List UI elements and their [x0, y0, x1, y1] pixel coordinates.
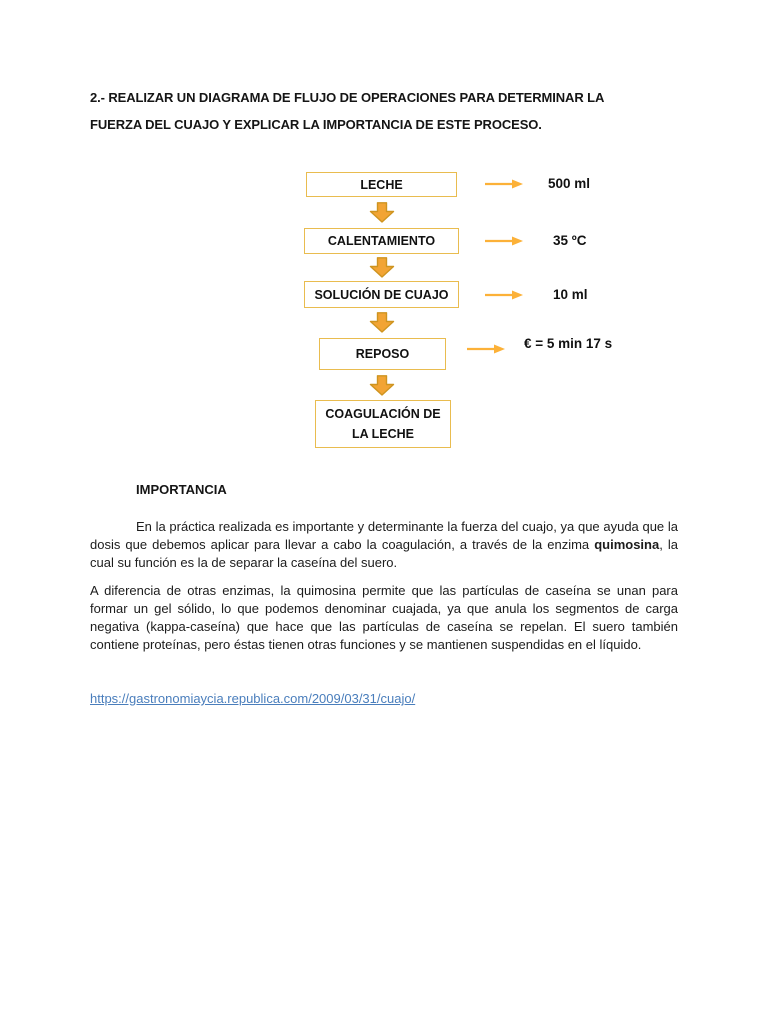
- page-title-line-1: 2.- REALIZAR UN DIAGRAMA DE FLUJO DE OPERACIONES PARA DETERMINAR LA: [90, 90, 605, 105]
- flow-box-label: CALENTAMIENTO: [327, 234, 436, 248]
- flow-box-coagulacion: [315, 400, 451, 448]
- arrow-right-icon: [484, 289, 524, 301]
- paragraph-1: [90, 518, 678, 572]
- flow-box-calentamiento: [304, 228, 459, 254]
- paragraph-1-text-after: , la cual su función es la de separar la caseína del suero.: [90, 537, 678, 570]
- arrow-right-icon: [466, 343, 506, 355]
- source-link-line: [90, 691, 415, 706]
- flow-box-leche: [306, 172, 457, 197]
- flow-box-label: REPOSO: [355, 347, 410, 361]
- flow-box-label: COAGULACIÓN DE LA LECHE: [325, 407, 441, 441]
- paragraph-1-text: En la práctica realizada es importante y determinante la fuerza del cuajo, ya que ayuda que la dosis que debemos aplicar para llevar a cabo la coagulación, a través de la enzima: [90, 519, 678, 552]
- paragraph-2: A diferencia de otras enzimas, la quimosina permite que las partículas de caseína se unan para formar un gel sólido, lo que podemos denominar cuajada, ya que anula los segmentos de carga negativa (kappa-caseína) que hace que las partículas de caseína se repelan. El suero también contiene proteínas, pero éstas tienen otras funciones y se mantienen suspendidas en el líquido.: [90, 583, 678, 652]
- page-title: [90, 85, 675, 138]
- paragraph-1-bold-term: quimosina: [594, 537, 660, 552]
- source-link[interactable]: https://gastronomiaycia.republica.com/2009/03/31/cuajo/: [90, 691, 416, 706]
- flow-value-leche: 500 ml: [548, 176, 591, 191]
- flow-box-reposo: [319, 338, 446, 370]
- flow-value-calentamiento: 35 ºC: [553, 233, 587, 248]
- importancia-heading: IMPORTANCIA: [136, 482, 227, 497]
- arrow-right-icon: [484, 235, 524, 247]
- arrow-right-icon: [484, 178, 524, 190]
- flow-box-label: LECHE: [360, 177, 403, 192]
- block-arrow-down-icon: [369, 312, 395, 333]
- flow-value-solucion: 10 ml: [553, 287, 588, 302]
- flow-value-reposo: € = 5 min 17 s: [524, 336, 613, 351]
- flow-box-solucion-de-cuajo: [304, 281, 459, 308]
- page-title-line-2: FUERZA DEL CUAJO Y EXPLICAR LA IMPORTANCIA DE ESTE PROCESO.: [90, 116, 542, 132]
- flow-box-label: SOLUCIÓN DE CUAJO: [314, 287, 449, 302]
- block-arrow-down-icon: [369, 202, 395, 223]
- block-arrow-down-icon: [369, 375, 395, 396]
- block-arrow-down-icon: [369, 257, 395, 278]
